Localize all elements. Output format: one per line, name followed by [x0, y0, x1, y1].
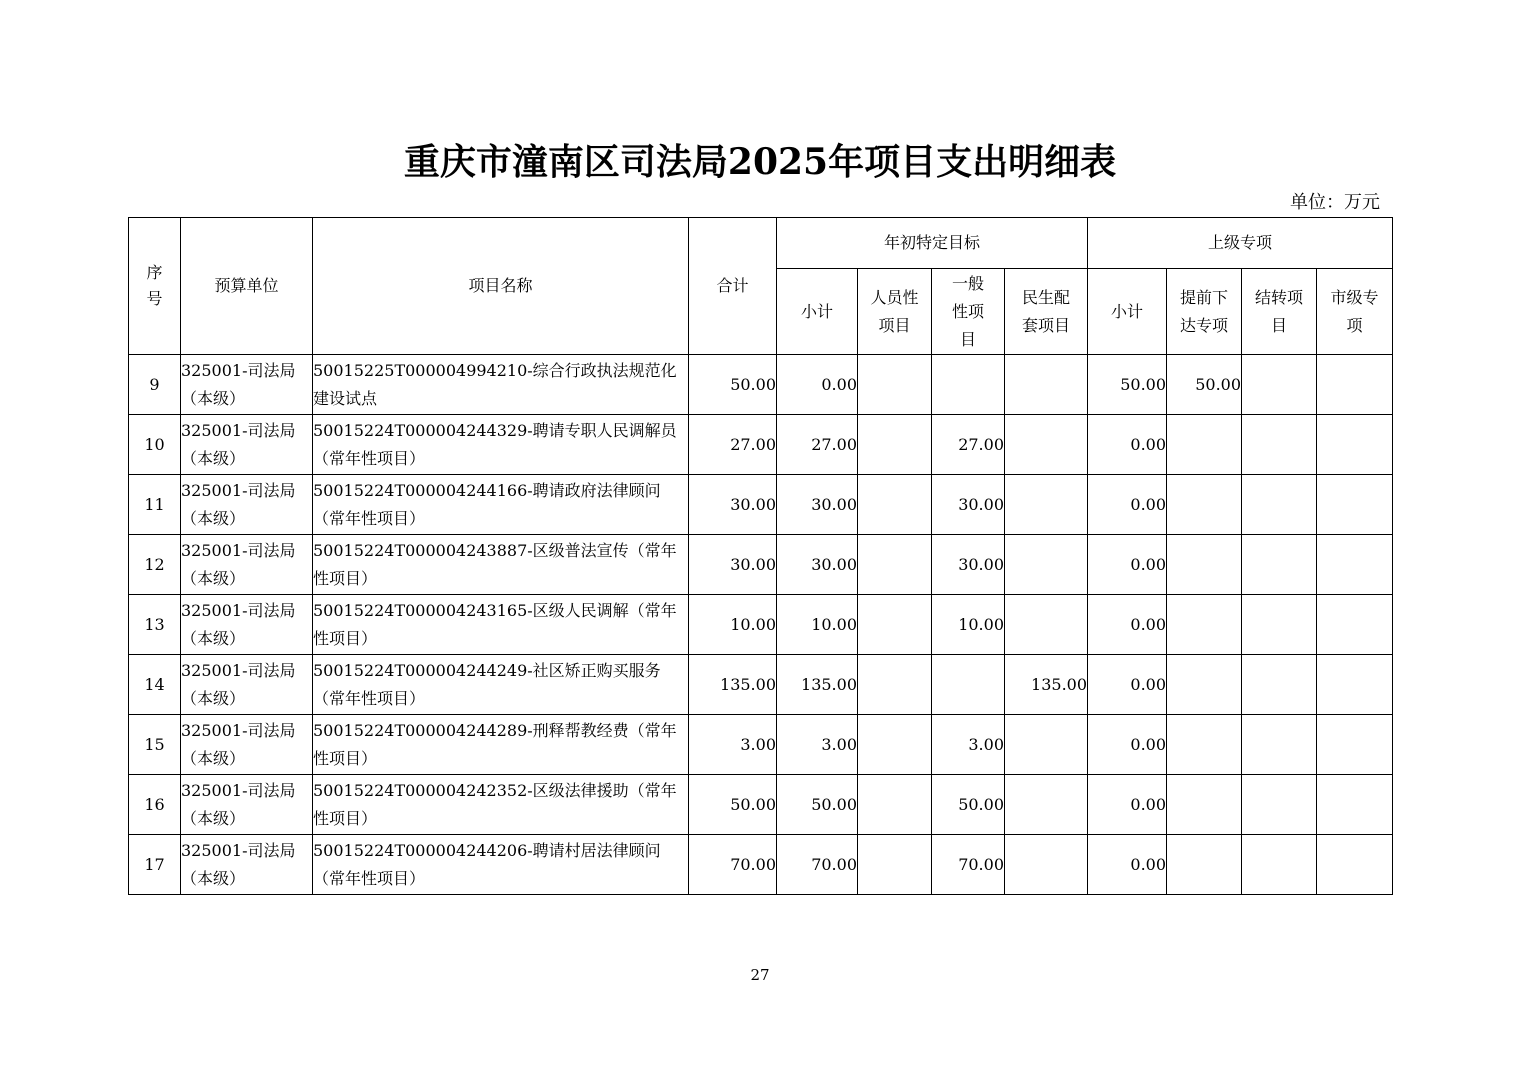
- cell-project-name: 50015224T000004244206-聘请村居法律顾问（常年性项目）: [313, 835, 689, 895]
- cell-initial-subtotal: 70.00: [777, 835, 858, 895]
- cell-project-name: 50015224T000004244329-聘请专职人民调解员（常年性项目）: [313, 415, 689, 475]
- cell-carryover: [1242, 595, 1317, 655]
- header-group-initial: 年初特定目标: [777, 218, 1088, 269]
- cell-city: [1317, 535, 1393, 595]
- cell-livelihood: [1005, 475, 1088, 535]
- cell-initial-subtotal: 135.00: [777, 655, 858, 715]
- cell-seq: 9: [129, 355, 181, 415]
- cell-total: 27.00: [689, 415, 777, 475]
- table-row: [129, 655, 1393, 715]
- cell-livelihood: [1005, 595, 1088, 655]
- cell-personnel: [858, 655, 932, 715]
- cell-livelihood: [1005, 715, 1088, 775]
- header-row-1: [129, 218, 1393, 269]
- table-row: [129, 355, 1393, 415]
- unit-label: 单位：万元: [1290, 192, 1380, 213]
- table-row: [129, 595, 1393, 655]
- header-project-name: 项目名称: [313, 218, 689, 355]
- cell-project-name: 50015224T000004243887-区级普法宣传（常年性项目）: [313, 535, 689, 595]
- cell-carryover: [1242, 415, 1317, 475]
- cell-initial-subtotal: 30.00: [777, 535, 858, 595]
- cell-total: 30.00: [689, 475, 777, 535]
- cell-personnel: [858, 475, 932, 535]
- cell-budget-unit: 325001-司法局（本级）: [181, 715, 313, 775]
- cell-upper-subtotal: 50.00: [1088, 355, 1167, 415]
- cell-initial-subtotal: 3.00: [777, 715, 858, 775]
- cell-personnel: [858, 835, 932, 895]
- cell-carryover: [1242, 715, 1317, 775]
- cell-initial-subtotal: 10.00: [777, 595, 858, 655]
- header-budget-unit: 预算单位: [181, 218, 313, 355]
- table-row: [129, 475, 1393, 535]
- cell-city: [1317, 835, 1393, 895]
- cell-project-name: 50015224T000004243165-区级人民调解（常年性项目）: [313, 595, 689, 655]
- cell-project-name: 50015225T000004994210-综合行政执法规范化建设试点: [313, 355, 689, 415]
- table-row: [129, 715, 1393, 775]
- table-row: [129, 835, 1393, 895]
- cell-initial-subtotal: 50.00: [777, 775, 858, 835]
- cell-upper-subtotal: 0.00: [1088, 415, 1167, 475]
- cell-general: 50.00: [932, 775, 1005, 835]
- cell-advance: [1167, 775, 1242, 835]
- cell-seq: 17: [129, 835, 181, 895]
- cell-general: 30.00: [932, 475, 1005, 535]
- cell-general: [932, 655, 1005, 715]
- cell-personnel: [858, 595, 932, 655]
- cell-advance: [1167, 475, 1242, 535]
- cell-seq: 16: [129, 775, 181, 835]
- header-general: 一般 性项 目: [932, 269, 1005, 355]
- header-upper-subtotal: 小计: [1088, 269, 1167, 355]
- cell-project-name: 50015224T000004244166-聘请政府法律顾问（常年性项目）: [313, 475, 689, 535]
- cell-general: 3.00: [932, 715, 1005, 775]
- header-personnel: 人员性 项目: [858, 269, 932, 355]
- cell-initial-subtotal: 0.00: [777, 355, 858, 415]
- cell-project-name: 50015224T000004244289-刑释帮教经费（常年性项目）: [313, 715, 689, 775]
- cell-personnel: [858, 415, 932, 475]
- cell-advance: [1167, 835, 1242, 895]
- cell-upper-subtotal: 0.00: [1088, 715, 1167, 775]
- cell-project-name: 50015224T000004244249-社区矫正购买服务（常年性项目）: [313, 655, 689, 715]
- page-number: 27: [750, 966, 770, 984]
- cell-carryover: [1242, 535, 1317, 595]
- cell-budget-unit: 325001-司法局（本级）: [181, 595, 313, 655]
- cell-project-name: 50015224T000004242352-区级法律援助（常年性项目）: [313, 775, 689, 835]
- cell-general: 27.00: [932, 415, 1005, 475]
- cell-total: 50.00: [689, 355, 777, 415]
- cell-personnel: [858, 535, 932, 595]
- cell-general: 10.00: [932, 595, 1005, 655]
- cell-upper-subtotal: 0.00: [1088, 535, 1167, 595]
- cell-advance: [1167, 655, 1242, 715]
- cell-personnel: [858, 355, 932, 415]
- cell-total: 50.00: [689, 775, 777, 835]
- cell-total: 135.00: [689, 655, 777, 715]
- cell-seq: 15: [129, 715, 181, 775]
- cell-city: [1317, 475, 1393, 535]
- cell-carryover: [1242, 475, 1317, 535]
- cell-seq: 12: [129, 535, 181, 595]
- cell-personnel: [858, 775, 932, 835]
- cell-carryover: [1242, 775, 1317, 835]
- cell-seq: 10: [129, 415, 181, 475]
- cell-upper-subtotal: 0.00: [1088, 595, 1167, 655]
- cell-city: [1317, 595, 1393, 655]
- cell-livelihood: [1005, 535, 1088, 595]
- cell-total: 30.00: [689, 535, 777, 595]
- cell-general: 70.00: [932, 835, 1005, 895]
- cell-city: [1317, 655, 1393, 715]
- cell-upper-subtotal: 0.00: [1088, 835, 1167, 895]
- cell-budget-unit: 325001-司法局（本级）: [181, 535, 313, 595]
- cell-carryover: [1242, 355, 1317, 415]
- cell-city: [1317, 775, 1393, 835]
- cell-upper-subtotal: 0.00: [1088, 475, 1167, 535]
- header-city: 市级专 项: [1317, 269, 1393, 355]
- project-expenditure-table: [128, 217, 1393, 895]
- header-livelihood: 民生配 套项目: [1005, 269, 1088, 355]
- cell-city: [1317, 415, 1393, 475]
- cell-budget-unit: 325001-司法局（本级）: [181, 835, 313, 895]
- cell-upper-subtotal: 0.00: [1088, 655, 1167, 715]
- cell-general: [932, 355, 1005, 415]
- table-row: [129, 415, 1393, 475]
- cell-budget-unit: 325001-司法局（本级）: [181, 475, 313, 535]
- cell-livelihood: [1005, 355, 1088, 415]
- cell-city: [1317, 715, 1393, 775]
- header-group-upper: 上级专项: [1088, 218, 1393, 269]
- cell-livelihood: [1005, 415, 1088, 475]
- cell-budget-unit: 325001-司法局（本级）: [181, 355, 313, 415]
- cell-budget-unit: 325001-司法局（本级）: [181, 655, 313, 715]
- cell-advance: [1167, 415, 1242, 475]
- cell-seq: 11: [129, 475, 181, 535]
- cell-livelihood: [1005, 835, 1088, 895]
- cell-advance: [1167, 595, 1242, 655]
- cell-general: 30.00: [932, 535, 1005, 595]
- page-title: 重庆市潼南区司法局2025年项目支出明细表: [403, 141, 1117, 183]
- cell-initial-subtotal: 30.00: [777, 475, 858, 535]
- cell-seq: 13: [129, 595, 181, 655]
- header-carryover: 结转项 目: [1242, 269, 1317, 355]
- cell-livelihood: 135.00: [1005, 655, 1088, 715]
- cell-personnel: [858, 715, 932, 775]
- cell-total: 3.00: [689, 715, 777, 775]
- header-total: 合计: [689, 218, 777, 355]
- cell-seq: 14: [129, 655, 181, 715]
- cell-budget-unit: 325001-司法局（本级）: [181, 415, 313, 475]
- table-row: [129, 535, 1393, 595]
- header-seq: 序 号: [129, 218, 181, 355]
- table-row: [129, 775, 1393, 835]
- cell-budget-unit: 325001-司法局（本级）: [181, 775, 313, 835]
- cell-carryover: [1242, 655, 1317, 715]
- cell-carryover: [1242, 835, 1317, 895]
- cell-total: 10.00: [689, 595, 777, 655]
- cell-advance: 50.00: [1167, 355, 1242, 415]
- cell-city: [1317, 355, 1393, 415]
- cell-advance: [1167, 715, 1242, 775]
- cell-total: 70.00: [689, 835, 777, 895]
- cell-advance: [1167, 535, 1242, 595]
- header-initial-subtotal: 小计: [777, 269, 858, 355]
- cell-upper-subtotal: 0.00: [1088, 775, 1167, 835]
- cell-livelihood: [1005, 775, 1088, 835]
- header-advance: 提前下 达专项: [1167, 269, 1242, 355]
- cell-initial-subtotal: 27.00: [777, 415, 858, 475]
